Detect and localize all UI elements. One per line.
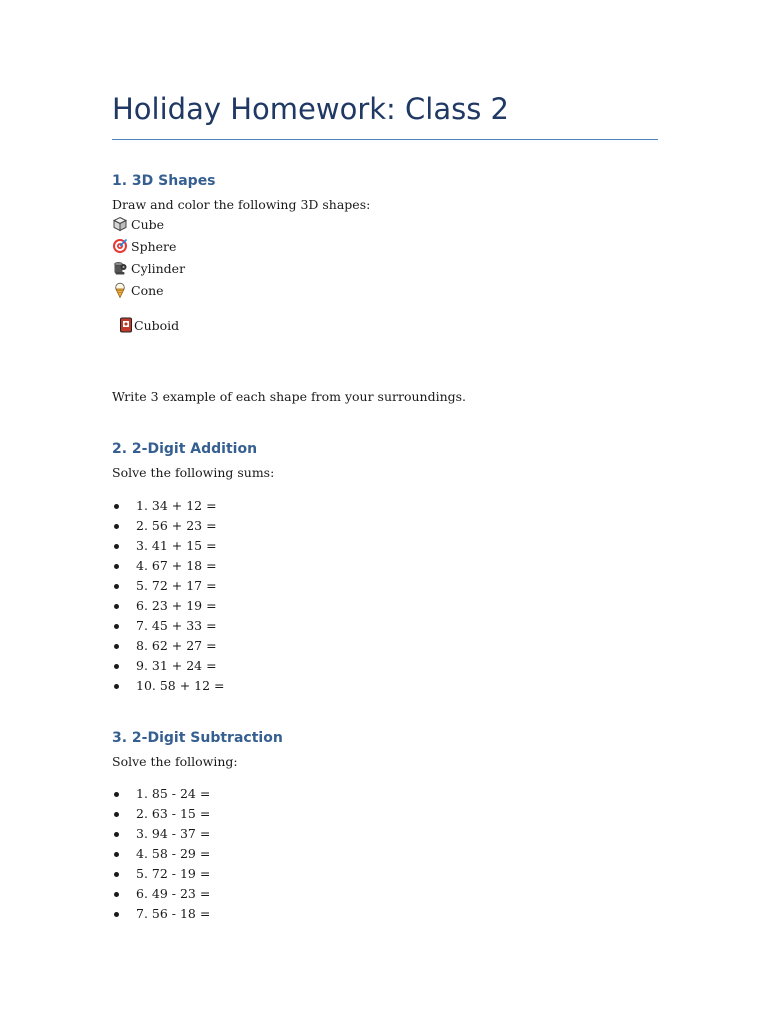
list-item: 6. 49 - 23 = <box>112 884 210 904</box>
shape-item-cuboid <box>118 317 179 333</box>
bullet-icon <box>114 564 119 569</box>
cube-icon <box>112 216 128 232</box>
heading-addition: 2. 2-Digit Addition <box>112 441 258 457</box>
list-item: 9. 31 + 24 = <box>112 656 225 676</box>
bullet-icon <box>114 524 119 529</box>
title-underline <box>112 139 658 140</box>
bullet-icon <box>114 644 119 649</box>
shapes-instruction: Draw and color the following 3D shapes: <box>112 197 371 212</box>
list-item: 1. 85 - 24 = <box>112 784 210 804</box>
shape-label: Cone <box>131 282 164 298</box>
list-item: 7. 45 + 33 = <box>112 616 225 636</box>
addition-instruction: Solve the following sums: <box>112 465 275 480</box>
list-item: 1. 34 + 12 = <box>112 496 225 516</box>
list-item: 4. 67 + 18 = <box>112 556 225 576</box>
list-item: 10. 58 + 12 = <box>112 676 225 696</box>
list-item: 5. 72 + 17 = <box>112 576 225 596</box>
subtraction-instruction: Solve the following: <box>112 754 238 769</box>
bullet-icon <box>114 872 119 877</box>
bullet-icon <box>114 792 119 797</box>
bullet-icon <box>114 624 119 629</box>
list-item: 4. 58 - 29 = <box>112 844 210 864</box>
list-item: 7. 56 - 18 = <box>112 904 210 924</box>
shape-label: Cylinder <box>131 260 186 276</box>
list-item: 5. 72 - 19 = <box>112 864 210 884</box>
list-item: 3. 94 - 37 = <box>112 824 210 844</box>
ice-cream-cone-icon <box>112 282 128 298</box>
heading-subtraction: 3. 2-Digit Subtraction <box>112 730 283 746</box>
list-item: 6. 23 + 19 = <box>112 596 225 616</box>
shape-item-cylinder <box>112 260 185 276</box>
subtraction-list <box>112 784 210 924</box>
page-title: Holiday Homework: Class 2 <box>112 92 509 126</box>
shape-label: Cube <box>131 216 165 232</box>
list-item: 2. 63 - 15 = <box>112 804 210 824</box>
bullet-icon <box>114 544 119 549</box>
bullet-icon <box>114 604 119 609</box>
addition-list <box>112 496 225 696</box>
bullet-icon <box>114 892 119 897</box>
shape-item-sphere <box>112 238 176 254</box>
cylinder-icon <box>112 260 128 276</box>
bullet-icon <box>114 684 119 689</box>
list-item: 2. 56 + 23 = <box>112 516 225 536</box>
shapes-followup: Write 3 example of each shape from your surroundings. <box>112 389 467 404</box>
heading-3d-shapes: 1. 3D Shapes <box>112 173 216 189</box>
shape-item-cone <box>112 282 164 298</box>
shape-item-cube <box>112 216 164 232</box>
cuboid-box-icon <box>118 317 134 333</box>
shape-label: Sphere <box>131 238 177 254</box>
list-item: 8. 62 + 27 = <box>112 636 225 656</box>
list-item: 3. 41 + 15 = <box>112 536 225 556</box>
bullet-icon <box>114 912 119 917</box>
bullet-icon <box>114 812 119 817</box>
bullet-icon <box>114 584 119 589</box>
bullet-icon <box>114 832 119 837</box>
bullet-icon <box>114 664 119 669</box>
bullet-icon <box>114 504 119 509</box>
shape-label: Cuboid <box>134 317 180 333</box>
bullet-icon <box>114 852 119 857</box>
sphere-target-icon <box>112 238 128 254</box>
